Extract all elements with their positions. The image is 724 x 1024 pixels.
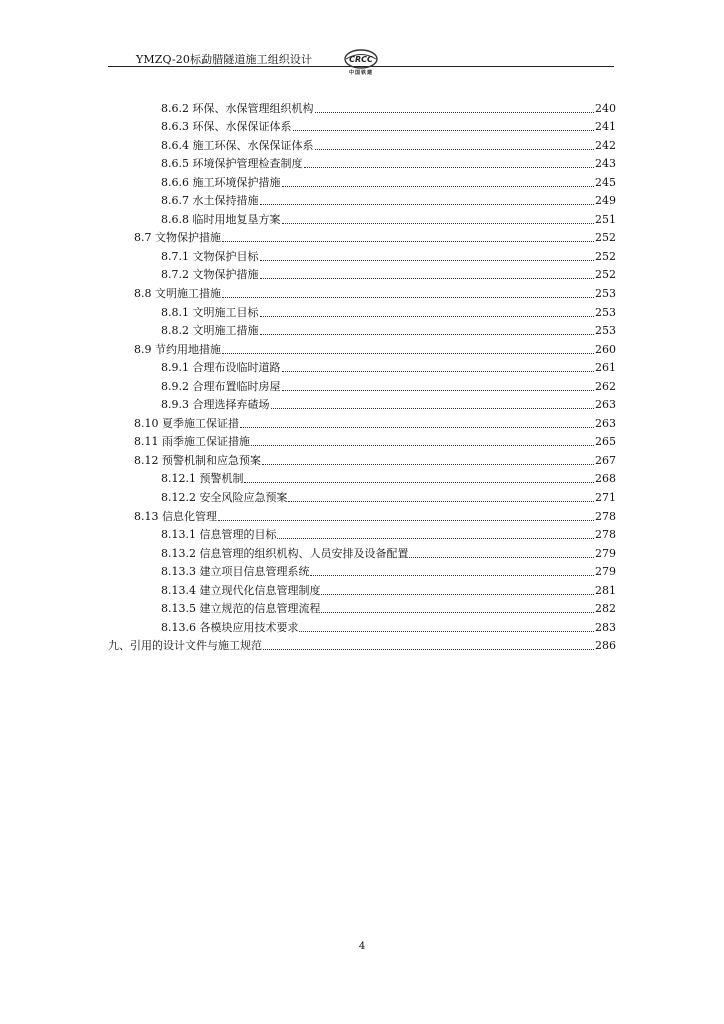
toc-entry-page: 282 (595, 602, 616, 616)
toc-entry-label: 8.7.1 文物保护目标 (161, 249, 259, 263)
toc-entry-label: 8.13.5 建立规范的信息管理流程 (161, 602, 321, 616)
toc-dot-leader (315, 112, 595, 113)
toc-entry-page: 242 (595, 138, 616, 152)
logo-letters: CRCC (349, 55, 373, 64)
toc-entry[interactable] (108, 468, 616, 487)
toc-entry-page: 263 (595, 416, 616, 430)
toc-entry-page: 241 (595, 120, 616, 134)
toc-entry[interactable] (108, 171, 616, 190)
toc-entry-label: 8.13.6 各模块应用技术要求 (161, 620, 299, 634)
crcc-logo-icon (344, 48, 378, 70)
toc-dot-leader (304, 167, 595, 168)
toc-entry-label: 8.9.2 合理布置临时房屋 (161, 379, 281, 393)
toc-entry[interactable] (108, 635, 616, 654)
toc-entry[interactable] (108, 282, 616, 301)
toc-entry[interactable] (108, 542, 616, 561)
toc-dot-leader (222, 297, 594, 298)
toc-entry-label: 8.6.6 施工环境保护措施 (161, 175, 281, 189)
toc-dot-leader (260, 334, 595, 335)
toc-entry-label: 8.13.4 建立现代化信息管理制度 (161, 583, 321, 597)
toc-entry-page: 283 (595, 620, 616, 634)
toc-entry-label: 8.6.2 环保、水保管理组织机构 (161, 101, 314, 115)
toc-entry[interactable] (108, 524, 616, 543)
toc-entry[interactable] (108, 579, 616, 598)
toc-entry[interactable] (108, 449, 616, 468)
toc-entry-label: 8.12.2 安全风险应急预案 (161, 491, 288, 505)
logo-caption: 中国铁建 (348, 70, 373, 76)
toc-entry[interactable] (108, 245, 616, 264)
toc-entry[interactable] (108, 486, 616, 505)
toc-entry-page: 278 (595, 528, 616, 542)
toc-entry[interactable] (108, 134, 616, 153)
toc-entry-label: 8.8.2 文明施工措施 (161, 324, 259, 338)
toc-dot-leader (260, 278, 595, 279)
toc-entry-label: 8.6.4 施工环保、水保保证体系 (161, 138, 314, 152)
toc-dot-leader (262, 464, 594, 465)
toc-entry-page: 279 (595, 546, 616, 560)
toc-entry[interactable] (108, 561, 616, 580)
toc-entry-label: 8.7.2 文物保护措施 (161, 268, 259, 282)
toc-entry-label: 8.9 节约用地措施 (134, 342, 221, 356)
toc-entry-label: 8.6.8 临时用地复垦方案 (161, 212, 281, 226)
toc-entry-page: 267 (595, 453, 616, 467)
toc-dot-leader (218, 520, 594, 521)
toc-dot-leader (282, 390, 595, 391)
toc-entry-page: 253 (595, 305, 616, 319)
toc-dot-leader (321, 612, 594, 613)
toc-entry-page: 263 (595, 398, 616, 412)
toc-entry-label: 8.9.1 合理布设临时道路 (161, 361, 281, 375)
toc-entry[interactable] (108, 320, 616, 339)
toc-entry[interactable] (108, 97, 616, 116)
toc-dot-leader (277, 538, 594, 539)
toc-dot-leader (310, 575, 594, 576)
toc-entry[interactable] (108, 394, 616, 413)
toc-entry-label: 8.9.3 合理选择弃碴场 (161, 398, 270, 412)
toc-entry-label: 8.12 预警机制和应急预案 (134, 453, 261, 467)
toc-entry-label: 8.13 信息化管理 (134, 509, 217, 523)
toc-entry-page: 243 (595, 157, 616, 171)
toc-dot-leader (222, 241, 594, 242)
toc-dot-leader (260, 204, 595, 205)
toc-dot-leader (288, 501, 594, 502)
toc-entry-page: 249 (595, 194, 616, 208)
toc-entry-page: 252 (595, 268, 616, 282)
toc-dot-leader (260, 260, 595, 261)
toc-entry[interactable] (108, 616, 616, 635)
toc-entry-page: 271 (595, 491, 616, 505)
toc-entry-page: 265 (595, 435, 616, 449)
toc-entry[interactable] (108, 264, 616, 283)
toc-entry-label: 九、引用的设计文件与施工规范 (108, 639, 262, 653)
toc-entry-label: 8.6.7 水土保持措施 (161, 194, 259, 208)
toc-entry[interactable] (108, 116, 616, 135)
toc-entry[interactable] (108, 190, 616, 209)
toc-dot-leader (244, 482, 594, 483)
toc-dot-leader (222, 353, 594, 354)
toc-dot-leader (409, 557, 594, 558)
toc-dot-leader (271, 408, 595, 409)
toc-entry-page: 252 (595, 231, 616, 245)
toc-dot-leader (293, 130, 595, 131)
header-title: YMZQ-20标勐腊隧道施工组织设计 (136, 53, 313, 66)
toc-dot-leader (260, 316, 595, 317)
toc-entry-page: 251 (595, 212, 616, 226)
toc-entry-page: 245 (595, 175, 616, 189)
toc-entry[interactable] (108, 227, 616, 246)
toc-entry-label: 8.6.5 环境保护管理检查制度 (161, 157, 303, 171)
toc-entry[interactable] (108, 208, 616, 227)
toc-entry[interactable] (108, 338, 616, 357)
toc-entry-page: 279 (595, 565, 616, 579)
toc-dot-leader (282, 186, 595, 187)
toc-entry[interactable] (108, 505, 616, 524)
toc-entry[interactable] (108, 431, 616, 450)
toc-entry-page: 281 (595, 583, 616, 597)
toc-entry[interactable] (108, 412, 616, 431)
toc-dot-leader (282, 371, 595, 372)
toc-entry-page: 253 (595, 324, 616, 338)
toc-entry-page: 268 (595, 472, 616, 486)
toc-entry[interactable] (108, 375, 616, 394)
toc-entry-page: 240 (595, 101, 616, 115)
company-logo (344, 48, 378, 78)
toc-entry-label: 8.10 夏季施工保证措 (134, 416, 239, 430)
toc-entry-page: 286 (595, 639, 616, 653)
toc-entry-page: 260 (595, 342, 616, 356)
toc-entry-label: 8.13.1 信息管理的目标 (161, 528, 277, 542)
toc-dot-leader (282, 223, 595, 224)
toc-entry[interactable] (108, 301, 616, 320)
toc-entry-page: 253 (595, 287, 616, 301)
toc-entry[interactable] (108, 153, 616, 172)
toc-entry[interactable] (108, 598, 616, 617)
toc-entry-label: 8.13.3 建立项目信息管理系统 (161, 565, 310, 579)
toc-dot-leader (240, 427, 594, 428)
toc-entry-page: 262 (595, 379, 616, 393)
toc-entry-label: 8.7 文物保护措施 (134, 231, 221, 245)
toc-entry-label: 8.12.1 预警机制 (161, 472, 244, 486)
toc-entry[interactable] (108, 357, 616, 376)
toc-entry-label: 8.8.1 文明施工目标 (161, 305, 259, 319)
toc-entry-label: 8.6.3 环保、水保保证体系 (161, 120, 292, 134)
toc-dot-leader (251, 445, 594, 446)
toc-entry-label: 8.8 文明施工措施 (134, 287, 221, 301)
toc-dot-leader (263, 649, 594, 650)
toc-entry-page: 278 (595, 509, 616, 523)
page-number: 4 (358, 941, 366, 952)
page-header (108, 50, 614, 76)
toc-dot-leader (321, 594, 594, 595)
toc-entry-label: 8.11 雨季施工保证措施 (134, 435, 250, 449)
toc-dot-leader (315, 149, 595, 150)
toc-entry-label: 8.13.2 信息管理的组织机构、人员安排及设备配置 (161, 546, 409, 560)
table-of-contents (108, 97, 616, 653)
toc-entry-page: 261 (595, 361, 616, 375)
toc-dot-leader (299, 631, 594, 632)
toc-entry-page: 252 (595, 249, 616, 263)
